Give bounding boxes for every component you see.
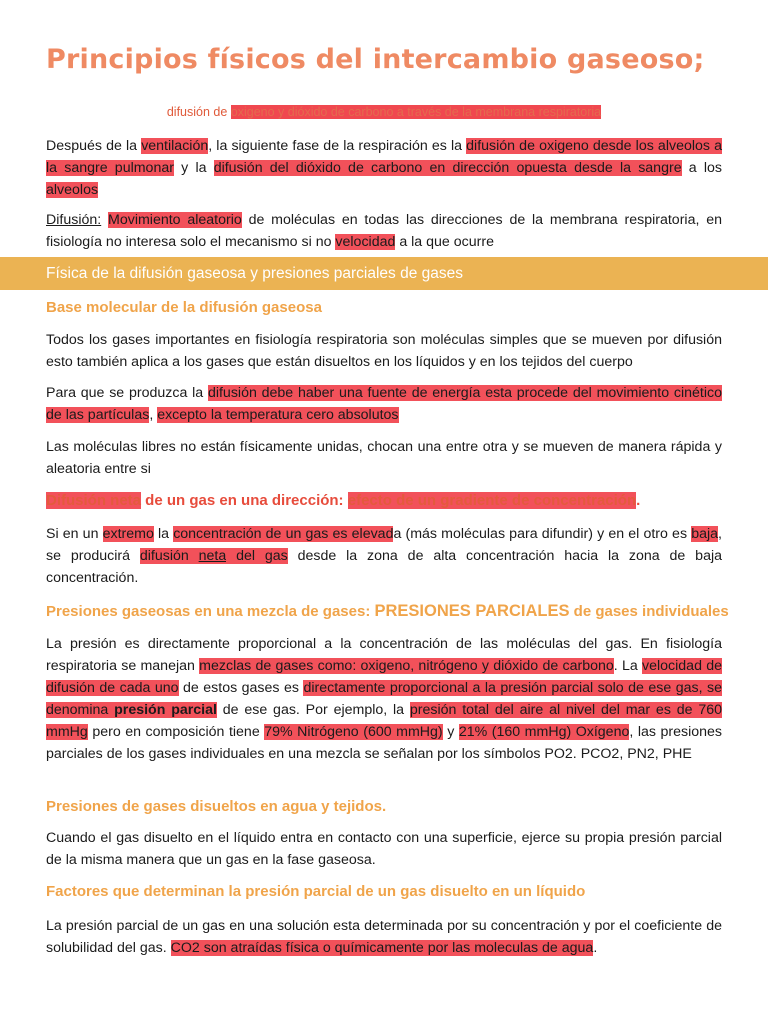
text: , la siguiente fase de la respiración es la (208, 138, 467, 154)
highlight: ventilación (141, 138, 209, 154)
paragraph-gas-disuelto: Cuando el gas disuelto en el líquido entra en contacto con una superficie, ejerce su propia presión parcial de la misma manera que un gas en la fase gaseosa. (46, 830, 722, 868)
subtitle-text: difusión de (166, 105, 231, 119)
highlight: alveolos (46, 182, 99, 198)
text: . (593, 940, 598, 956)
page-subtitle (0, 105, 768, 119)
highlight: presión total del aire al nivel del mar es de 760 mmHg (46, 702, 723, 740)
text: de un gas en una dirección: (141, 492, 348, 509)
paragraph-moleculas-libres: Las moléculas libres no están físicamente unidas, chocan una entre otra y se mueven de manera rápida y aleatoria entre si (46, 439, 722, 477)
paragraph-presion-parcial (46, 633, 722, 765)
paragraph-ventilacion (46, 135, 722, 201)
subtitle-highlight: oxigeno y dióxido de carbono a través de la membrana respiratoria (230, 105, 602, 119)
highlight: difusión (139, 548, 199, 564)
text: , (149, 407, 158, 423)
paragraph-solubilidad (46, 915, 722, 959)
highlight: difusión del dióxido de carbono en dirección opuesta desde la sangre (213, 160, 682, 176)
highlight-bold: presión parcial (114, 702, 217, 718)
text: , se producirá (46, 526, 722, 564)
text: de estos gases es (178, 680, 304, 696)
text: La presión es directamente proporcional a la concentración de las moléculas del gas. En fisiología respiratoria se manejan (46, 636, 722, 674)
paragraph-gradiente (46, 523, 722, 589)
highlight: baja (691, 526, 719, 542)
text: . (636, 492, 641, 509)
text: desde la zona de alta concentración hacia la zona de baja concentración. (46, 548, 723, 586)
highlight: concentración de un gas es elevad (173, 526, 394, 542)
highlight: 21% (160 mmHg) Oxígeno (458, 724, 630, 740)
text: pero en composición tiene (87, 724, 265, 740)
paragraph-gases-importantes: Todos los gases importantes en fisiología respiratoria son moléculas simples que se mueven por difusión esto también aplica a los gases que están disueltos en los líquidos y en los tejidos del cuerpo (46, 332, 722, 370)
highlight: extremo (102, 526, 154, 542)
heading-presiones-gaseosas (46, 602, 736, 621)
highlight: directamente proporcional a la presión parcial solo de ese gas, se denomina (46, 680, 722, 718)
text: . La (613, 658, 643, 674)
section-banner (0, 257, 768, 290)
definition-label: Difusión: (46, 212, 102, 228)
highlight: Movimiento aleatorio (108, 212, 242, 228)
text: de moléculas en todas las direcciones de la membrana respiratoria, en fisiología no interesa solo el mecanismo si no (46, 212, 722, 250)
text: La presión parcial de un gas en una solución esta determinada por su concentración y por el coeficiente de solubilidad del gas. (46, 918, 722, 956)
text-emphasis: PRESIONES PARCIALES (374, 602, 570, 620)
highlight: difusión de oxigeno desde los alveolos a la sangre pulmonar (46, 138, 722, 176)
text: Si en un (46, 526, 103, 542)
text: a los (681, 160, 723, 176)
text: y (442, 724, 459, 740)
text (101, 212, 108, 228)
highlight: del gas (226, 548, 288, 564)
text: y la (173, 160, 214, 176)
text: Presiones gaseosas en una mezcla de gases: (46, 603, 375, 620)
paragraph-difusion-definicion (46, 209, 722, 253)
text: de ese gas. Por ejemplo, la (216, 702, 410, 718)
text: a la que ocurre (395, 234, 494, 250)
heading-base-molecular: Base molecular de la difusión gaseosa (46, 299, 322, 316)
heading-difusion-neta (46, 492, 736, 509)
highlight: velocidad (335, 234, 396, 250)
highlight: difusión debe haber una fuente de energía esta procede del movimiento cinético de las partículas (46, 385, 722, 423)
highlight: CO2 son atraídas física o químicamente por las moleculas de agua (170, 940, 594, 956)
heading-gases-disueltos: Presiones de gases disueltos en agua y tejidos. (46, 798, 387, 815)
highlight: 79% Nitrógeno (600 mmHg) (264, 724, 443, 740)
highlight: mezclas de gases como: oxigeno, nitrógeno y dióxido de carbono (199, 658, 614, 674)
text: de gases individuales (569, 603, 729, 620)
text: la (153, 526, 174, 542)
highlight: velocidad de difusión de cada uno (46, 658, 723, 696)
highlight: efecto de un gradiente de concentración (347, 492, 637, 509)
highlight: excepto la temperatura cero absolutos (157, 407, 399, 423)
text: Para que se produzca la (46, 385, 208, 401)
highlight: Difusión neta (46, 492, 142, 509)
text: Después de la (46, 138, 142, 154)
banner-text: Física de la difusión gaseosa y presiones parciales de gases (46, 265, 464, 282)
highlight-underlined: neta (198, 548, 227, 564)
text: , las presiones parciales de los gases individuales en una mezcla se señalan por los símbolos PO2. PCO2, PN2, PHE (46, 724, 723, 762)
heading-factores: Factores que determinan la presión parcial de un gas disuelto en un líquido (46, 883, 586, 900)
paragraph-fuente-energia (46, 382, 722, 426)
page-title: Principios físicos del intercambio gaseoso; (46, 44, 705, 75)
text: a (más moléculas para difundir) y en el otro es (393, 526, 692, 542)
